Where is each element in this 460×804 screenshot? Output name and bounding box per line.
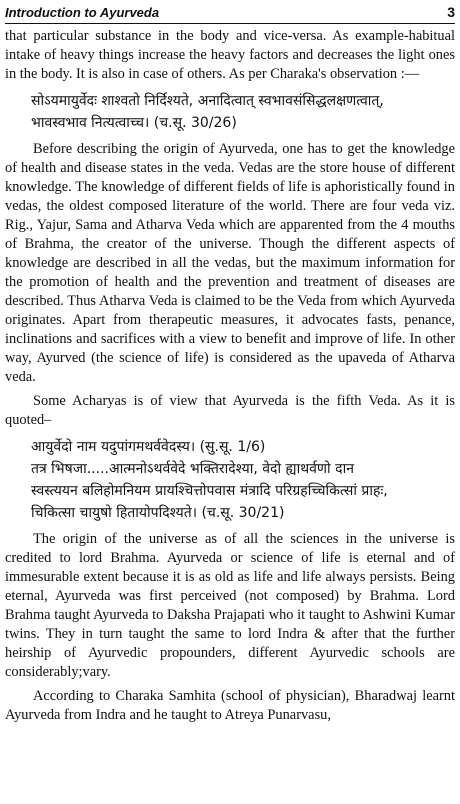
paragraph-4: The origin of the universe as of all the sciences in the universe is credited to lord Brahma. Ayurveda or science of life is eternal and of immesurable extent because it is as old as life and life always persists. Being eternal, Ayurveda was first perceived (not composed) by Brahma. Lord Brahma taught Ayurveda to Daksha Prajapati who it taught to Ashwini Kumar twins. They in turn taught the same to lord Indra & after that the further heirship of Ayurvedic propounders, different Ayurvedic schools are considerably;vary. — [5, 531, 455, 680]
verse-line: चिकित्सा चायुषो हितायोपदिश्यते। (च.सू. 30/21) — [31, 505, 285, 521]
running-title: Introduction to Ayurveda — [5, 5, 160, 20]
verse-line: तत्र भिषजा.....आत्मनोऽथर्ववेदे भक्तिरादेश्या, वेदो ह्याथर्वणो दान — [31, 461, 354, 477]
paragraph-5: According to Charaka Samhita (school of physician), Bharadwaj learnt Ayurveda from Indra and he taught to Atreya Punarvasu, — [5, 688, 455, 723]
paragraph-1: that particular substance in the body and vice-versa. As example-habitual intake of heavy things increase the heavy factors and decreases the light ones in the body. It is also in case of others. As per Charaka's observation :— — [5, 28, 455, 82]
page-number: 3 — [447, 4, 455, 20]
verse-line: स्वस्त्ययन बलिहोमनियम प्रायश्चित्तोपवास मंत्रादि परिग्रहच्चिकित्सां प्राहः, — [31, 483, 388, 499]
sanskrit-verse-2 — [5, 436, 455, 524]
paragraph-3: Some Acharyas is of view that Ayurveda is the fifth Veda. As it is quoted– — [5, 393, 455, 428]
sanskrit-verse-1 — [5, 90, 455, 134]
verse-line: सोऽयमायुर्वेदः शाश्वतो निर्दिश्यते, अनादित्वात् स्वभावसंसिद्धलक्षणत्वात्, — [31, 93, 384, 109]
paragraph-2: Before describing the origin of Ayurveda, one has to get the knowledge of health and disease states in the veda. Vedas are the store house of different knowledge. The knowledge of different fields of life is aphoristically found in vedas, the oldest composed literature of the world. There are four veda viz. Rig., Yajur, Sama and Atharva Veda which are apparented from the 4 mouths of Brahma, the creator of the universe. Though the different aspects of knowledge are described in all the vedas, but the maximum information for the promotion of health and the prevention and treatment of diseases are described. Thus Atharva Veda is claimed to be the Veda from which Ayurveda originates. Apart from therapeutic measures, it advocates fasts, penance, inclinations and sacrifices with a view to benefit and improve of life. In other way, Ayurved (the science of life) is considered as the upaveda of Atharva veda. — [5, 141, 455, 385]
verse-line: भावस्वभाव नित्यत्वाच्च। (च.सू. 30/26) — [31, 115, 237, 131]
running-head — [5, 3, 455, 24]
verse-line: आयुर्वेदो नाम यदुपांगमथर्ववेदस्य। (सु.सू. 1/6) — [31, 439, 266, 455]
